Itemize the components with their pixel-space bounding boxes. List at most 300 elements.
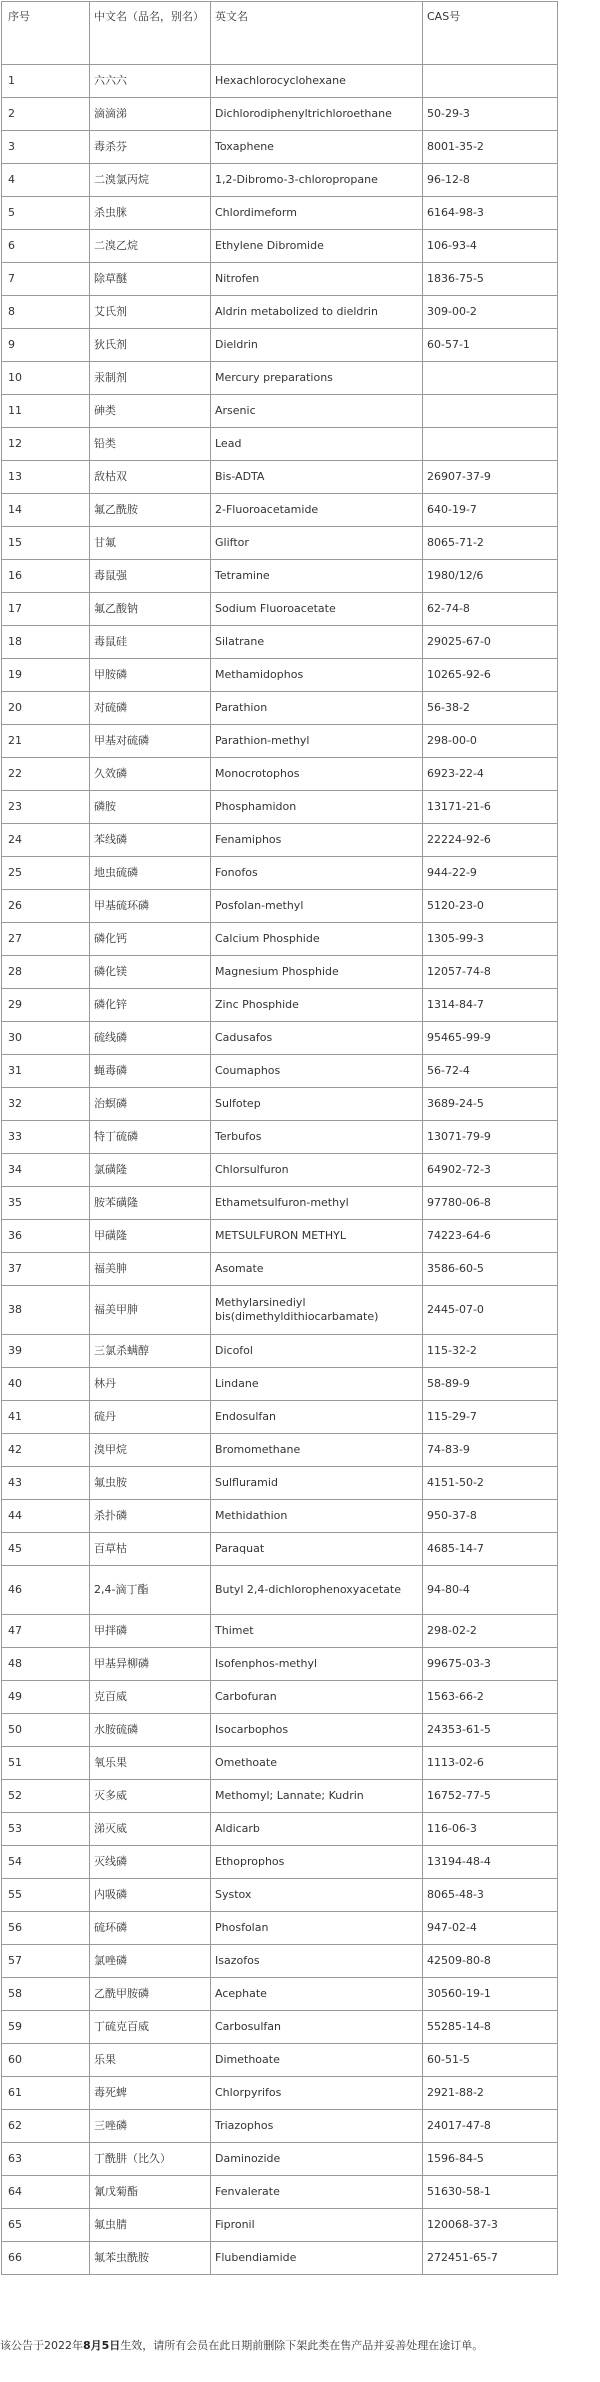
- cell-chinese-name: 甲拌磷: [90, 1615, 211, 1648]
- cell-chinese-name: 治螟磷: [90, 1088, 211, 1121]
- cell-index: 62: [2, 2110, 90, 2143]
- cell-chinese-name: 狄氏剂: [90, 329, 211, 362]
- cell-cas: 6164-98-3: [423, 197, 558, 230]
- table-row: [2, 2209, 558, 2242]
- cell-english-name: Omethoate: [211, 1747, 423, 1780]
- cell-index: 17: [2, 593, 90, 626]
- table-row: [2, 263, 558, 296]
- table-row: [2, 1615, 558, 1648]
- cell-index: 21: [2, 725, 90, 758]
- cell-chinese-name: 2,4-滴丁酯: [90, 1566, 211, 1615]
- cell-chinese-name: 二溴乙烷: [90, 230, 211, 263]
- cell-chinese-name: 硫线磷: [90, 1022, 211, 1055]
- cell-chinese-name: 氟乙酰胺: [90, 494, 211, 527]
- table-row: [2, 2242, 558, 2275]
- cell-index: 9: [2, 329, 90, 362]
- cell-english-name: Magnesium Phosphide: [211, 956, 423, 989]
- cell-chinese-name: 百草枯: [90, 1533, 211, 1566]
- cell-chinese-name: 乙酰甲胺磷: [90, 1978, 211, 2011]
- cell-cas: 94-80-4: [423, 1566, 558, 1615]
- cell-english-name: Isazofos: [211, 1945, 423, 1978]
- cell-index: 49: [2, 1681, 90, 1714]
- cell-cas: 298-02-2: [423, 1615, 558, 1648]
- cell-cas: 1305-99-3: [423, 923, 558, 956]
- cell-cas: 298-00-0: [423, 725, 558, 758]
- cell-chinese-name: 硫环磷: [90, 1912, 211, 1945]
- table-row: [2, 1467, 558, 1500]
- cell-chinese-name: 毒杀芬: [90, 131, 211, 164]
- cell-chinese-name: 内吸磷: [90, 1879, 211, 1912]
- cell-chinese-name: 毒鼠硅: [90, 626, 211, 659]
- cell-chinese-name: 甘氟: [90, 527, 211, 560]
- cell-index: 63: [2, 2143, 90, 2176]
- cell-cas: 62-74-8: [423, 593, 558, 626]
- cell-index: 26: [2, 890, 90, 923]
- cell-chinese-name: 甲胺磷: [90, 659, 211, 692]
- cell-cas: 24017-47-8: [423, 2110, 558, 2143]
- cell-english-name: Phosphamidon: [211, 791, 423, 824]
- cell-cas: [423, 65, 558, 98]
- cell-index: 25: [2, 857, 90, 890]
- cell-english-name: Ethametsulfuron-methyl: [211, 1187, 423, 1220]
- cell-index: 22: [2, 758, 90, 791]
- table-row: [2, 494, 558, 527]
- table-row: [2, 1879, 558, 1912]
- cell-chinese-name: 杀虫脒: [90, 197, 211, 230]
- cell-cas: 4151-50-2: [423, 1467, 558, 1500]
- cell-index: 53: [2, 1813, 90, 1846]
- cell-english-name: Arsenic: [211, 395, 423, 428]
- table-row: [2, 2143, 558, 2176]
- cell-cas: [423, 395, 558, 428]
- cell-english-name: Carbofuran: [211, 1681, 423, 1714]
- cell-index: 11: [2, 395, 90, 428]
- table-row: [2, 230, 558, 263]
- table-row: [2, 131, 558, 164]
- cell-index: 51: [2, 1747, 90, 1780]
- cell-english-name: Fenamiphos: [211, 824, 423, 857]
- cell-cas: 8001-35-2: [423, 131, 558, 164]
- cell-english-name: Zinc Phosphide: [211, 989, 423, 1022]
- cell-chinese-name: 氟乙酸钠: [90, 593, 211, 626]
- table-row: [2, 824, 558, 857]
- cell-english-name: Acephate: [211, 1978, 423, 2011]
- cell-chinese-name: 磷化镁: [90, 956, 211, 989]
- cell-chinese-name: 磷化钙: [90, 923, 211, 956]
- cell-cas: 1980/12/6: [423, 560, 558, 593]
- cell-index: 60: [2, 2044, 90, 2077]
- table-row: [2, 989, 558, 1022]
- header-cas: CAS号: [423, 2, 558, 65]
- cell-english-name: Ethoprophos: [211, 1846, 423, 1879]
- cell-index: 20: [2, 692, 90, 725]
- cell-cas: 8065-71-2: [423, 527, 558, 560]
- cell-cas: 24353-61-5: [423, 1714, 558, 1747]
- cell-index: 5: [2, 197, 90, 230]
- cell-cas: [423, 362, 558, 395]
- cell-chinese-name: 克百威: [90, 1681, 211, 1714]
- cell-chinese-name: 砷类: [90, 395, 211, 428]
- cell-english-name: Aldicarb: [211, 1813, 423, 1846]
- cell-cas: 60-57-1: [423, 329, 558, 362]
- cell-index: 6: [2, 230, 90, 263]
- cell-english-name: Systox: [211, 1879, 423, 1912]
- cell-index: 7: [2, 263, 90, 296]
- cell-chinese-name: 丁酰肼（比久）: [90, 2143, 211, 2176]
- cell-english-name: Sodium Fluoroacetate: [211, 593, 423, 626]
- table-row: [2, 923, 558, 956]
- cell-english-name: Triazophos: [211, 2110, 423, 2143]
- cell-chinese-name: 三唑磷: [90, 2110, 211, 2143]
- table-row: [2, 1220, 558, 1253]
- cell-chinese-name: 灭线磷: [90, 1846, 211, 1879]
- cell-chinese-name: 甲基硫环磷: [90, 890, 211, 923]
- cell-cas: 58-89-9: [423, 1368, 558, 1401]
- cell-index: 23: [2, 791, 90, 824]
- cell-english-name: Dicofol: [211, 1335, 423, 1368]
- cell-english-name: METSULFURON METHYL: [211, 1220, 423, 1253]
- cell-index: 34: [2, 1154, 90, 1187]
- cell-english-name: Coumaphos: [211, 1055, 423, 1088]
- cell-english-name: Asomate: [211, 1253, 423, 1286]
- cell-chinese-name: 毒死蜱: [90, 2077, 211, 2110]
- cell-chinese-name: 久效磷: [90, 758, 211, 791]
- cell-index: 28: [2, 956, 90, 989]
- table-row: [2, 1088, 558, 1121]
- cell-english-name: Methomyl; Lannate; Kudrin: [211, 1780, 423, 1813]
- table-row: [2, 1945, 558, 1978]
- cell-index: 64: [2, 2176, 90, 2209]
- cell-cas: 22224-92-6: [423, 824, 558, 857]
- cell-cas: 2921-88-2: [423, 2077, 558, 2110]
- cell-chinese-name: 滴滴涕: [90, 98, 211, 131]
- cell-chinese-name: 艾氏剂: [90, 296, 211, 329]
- cell-chinese-name: 乐果: [90, 2044, 211, 2077]
- table-row: [2, 1780, 558, 1813]
- cell-cas: 42509-80-8: [423, 1945, 558, 1978]
- cell-english-name: Sulfotep: [211, 1088, 423, 1121]
- cell-chinese-name: 对硫磷: [90, 692, 211, 725]
- table-row: [2, 1714, 558, 1747]
- cell-english-name: Sulfluramid: [211, 1467, 423, 1500]
- cell-chinese-name: 灭多威: [90, 1780, 211, 1813]
- table-row: [2, 362, 558, 395]
- cell-cas: 944-22-9: [423, 857, 558, 890]
- cell-index: 16: [2, 560, 90, 593]
- cell-english-name: Endosulfan: [211, 1401, 423, 1434]
- table-row: [2, 956, 558, 989]
- cell-cas: 30560-19-1: [423, 1978, 558, 2011]
- cell-english-name: Posfolan-methyl: [211, 890, 423, 923]
- cell-english-name: Dieldrin: [211, 329, 423, 362]
- table-row: [2, 1286, 558, 1335]
- cell-chinese-name: 氯磺隆: [90, 1154, 211, 1187]
- cell-english-name: Phosfolan: [211, 1912, 423, 1945]
- cell-index: 40: [2, 1368, 90, 1401]
- cell-chinese-name: 杀扑磷: [90, 1500, 211, 1533]
- cell-index: 48: [2, 1648, 90, 1681]
- cell-cas: 4685-14-7: [423, 1533, 558, 1566]
- cell-chinese-name: 溴甲烷: [90, 1434, 211, 1467]
- cell-cas: 55285-14-8: [423, 2011, 558, 2044]
- cell-english-name: Bis-ADTA: [211, 461, 423, 494]
- cell-index: 46: [2, 1566, 90, 1615]
- header-row: [2, 2, 558, 65]
- cell-english-name: Cadusafos: [211, 1022, 423, 1055]
- cell-cas: 13071-79-9: [423, 1121, 558, 1154]
- table-row: [2, 593, 558, 626]
- cell-index: 52: [2, 1780, 90, 1813]
- cell-chinese-name: 胺苯磺隆: [90, 1187, 211, 1220]
- cell-chinese-name: 除草醚: [90, 263, 211, 296]
- cell-index: 42: [2, 1434, 90, 1467]
- cell-index: 43: [2, 1467, 90, 1500]
- cell-english-name: Nitrofen: [211, 263, 423, 296]
- cell-chinese-name: 磷胺: [90, 791, 211, 824]
- cell-index: 50: [2, 1714, 90, 1747]
- cell-english-name: Isocarbophos: [211, 1714, 423, 1747]
- cell-chinese-name: 硫丹: [90, 1401, 211, 1434]
- cell-index: 37: [2, 1253, 90, 1286]
- table-row: [2, 1154, 558, 1187]
- cell-chinese-name: 氟苯虫酰胺: [90, 2242, 211, 2275]
- cell-english-name: Thimet: [211, 1615, 423, 1648]
- cell-english-name: Chlorpyrifos: [211, 2077, 423, 2110]
- cell-index: 1: [2, 65, 90, 98]
- cell-chinese-name: 福美甲胂: [90, 1286, 211, 1335]
- cell-cas: 99675-03-3: [423, 1648, 558, 1681]
- cell-index: 65: [2, 2209, 90, 2242]
- header-index: 序号: [2, 2, 90, 65]
- cell-index: 10: [2, 362, 90, 395]
- cell-index: 36: [2, 1220, 90, 1253]
- cell-index: 57: [2, 1945, 90, 1978]
- cell-chinese-name: 涕灭威: [90, 1813, 211, 1846]
- table-row: [2, 1566, 558, 1615]
- cell-cas: 950-37-8: [423, 1500, 558, 1533]
- cell-english-name: Parathion: [211, 692, 423, 725]
- cell-english-name: Dichlorodiphenyltrichloroethane: [211, 98, 423, 131]
- cell-english-name: 1,2-Dibromo-3-chloropropane: [211, 164, 423, 197]
- table-row: [2, 2011, 558, 2044]
- table-row: [2, 2077, 558, 2110]
- cell-cas: 8065-48-3: [423, 1879, 558, 1912]
- cell-cas: 95465-99-9: [423, 1022, 558, 1055]
- cell-english-name: Aldrin metabolized to dieldrin: [211, 296, 423, 329]
- cell-english-name: Carbosulfan: [211, 2011, 423, 2044]
- cell-cas: 1113-02-6: [423, 1747, 558, 1780]
- cell-index: 24: [2, 824, 90, 857]
- table-row: [2, 626, 558, 659]
- table-row: [2, 791, 558, 824]
- table-row: [2, 1022, 558, 1055]
- table-row: [2, 1368, 558, 1401]
- cell-index: 30: [2, 1022, 90, 1055]
- table-row: [2, 1253, 558, 1286]
- cell-cas: 74223-64-6: [423, 1220, 558, 1253]
- table-row: [2, 2044, 558, 2077]
- cell-english-name: Flubendiamide: [211, 2242, 423, 2275]
- cell-chinese-name: 毒鼠强: [90, 560, 211, 593]
- table-row: [2, 692, 558, 725]
- cell-chinese-name: 氟虫胺: [90, 1467, 211, 1500]
- cell-english-name: Toxaphene: [211, 131, 423, 164]
- notice-suffix: 生效，请所有会员在此日期前删除下架此类在售产品并妥善处理在途订单。: [120, 2339, 484, 2352]
- cell-chinese-name: 苯线磷: [90, 824, 211, 857]
- table-row: [2, 329, 558, 362]
- table-row: [2, 65, 558, 98]
- cell-cas: 1596-84-5: [423, 2143, 558, 2176]
- table-body: [2, 65, 558, 2275]
- cell-english-name: Daminozide: [211, 2143, 423, 2176]
- table-row: [2, 1121, 558, 1154]
- table-row: [2, 1533, 558, 1566]
- cell-index: 59: [2, 2011, 90, 2044]
- cell-english-name: Methylarsinediyl bis(dimethyldithiocarbamate): [211, 1286, 423, 1335]
- cell-cas: 12057-74-8: [423, 956, 558, 989]
- table-row: [2, 1648, 558, 1681]
- cell-index: 14: [2, 494, 90, 527]
- cell-english-name: Methidathion: [211, 1500, 423, 1533]
- cell-cas: [423, 428, 558, 461]
- table-row: [2, 164, 558, 197]
- table-row: [2, 1813, 558, 1846]
- cell-index: 54: [2, 1846, 90, 1879]
- table-row: [2, 2176, 558, 2209]
- header-english-name: 英文名: [211, 2, 423, 65]
- cell-cas: 115-29-7: [423, 1401, 558, 1434]
- table-row: [2, 725, 558, 758]
- cell-index: 33: [2, 1121, 90, 1154]
- cell-chinese-name: 地虫硫磷: [90, 857, 211, 890]
- table-row: [2, 296, 558, 329]
- cell-chinese-name: 氯唑磷: [90, 1945, 211, 1978]
- cell-index: 56: [2, 1912, 90, 1945]
- table-row: [2, 461, 558, 494]
- table-row: [2, 1978, 558, 2011]
- cell-index: 3: [2, 131, 90, 164]
- cell-cas: 272451-65-7: [423, 2242, 558, 2275]
- cell-chinese-name: 敌枯双: [90, 461, 211, 494]
- cell-chinese-name: 丁硫克百威: [90, 2011, 211, 2044]
- cell-index: 38: [2, 1286, 90, 1335]
- cell-english-name: Tetramine: [211, 560, 423, 593]
- cell-index: 32: [2, 1088, 90, 1121]
- cell-index: 13: [2, 461, 90, 494]
- cell-index: 41: [2, 1401, 90, 1434]
- cell-cas: 6923-22-4: [423, 758, 558, 791]
- cell-cas: 640-19-7: [423, 494, 558, 527]
- cell-cas: 3689-24-5: [423, 1088, 558, 1121]
- cell-cas: 120068-37-3: [423, 2209, 558, 2242]
- effective-date-notice: [0, 2337, 600, 2353]
- cell-english-name: Methamidophos: [211, 659, 423, 692]
- cell-chinese-name: 特丁硫磷: [90, 1121, 211, 1154]
- cell-english-name: Hexachlorocyclohexane: [211, 65, 423, 98]
- table-row: [2, 1055, 558, 1088]
- table-row: [2, 659, 558, 692]
- cell-chinese-name: 林丹: [90, 1368, 211, 1401]
- cell-english-name: Monocrotophos: [211, 758, 423, 791]
- cell-cas: 115-32-2: [423, 1335, 558, 1368]
- cell-english-name: Mercury preparations: [211, 362, 423, 395]
- table-row: [2, 758, 558, 791]
- cell-english-name: Fipronil: [211, 2209, 423, 2242]
- table-row: [2, 890, 558, 923]
- table-row: [2, 98, 558, 131]
- cell-english-name: Paraquat: [211, 1533, 423, 1566]
- cell-cas: 51630-58-1: [423, 2176, 558, 2209]
- cell-index: 44: [2, 1500, 90, 1533]
- cell-index: 66: [2, 2242, 90, 2275]
- cell-chinese-name: 磷化锌: [90, 989, 211, 1022]
- table-row: [2, 1187, 558, 1220]
- cell-chinese-name: 汞制剂: [90, 362, 211, 395]
- table-row: [2, 527, 558, 560]
- table-row: [2, 560, 558, 593]
- cell-index: 19: [2, 659, 90, 692]
- cell-cas: 16752-77-5: [423, 1780, 558, 1813]
- cell-english-name: Silatrane: [211, 626, 423, 659]
- cell-chinese-name: 三氯杀螨醇: [90, 1335, 211, 1368]
- cell-english-name: Isofenphos-methyl: [211, 1648, 423, 1681]
- table-row: [2, 1681, 558, 1714]
- cell-index: 45: [2, 1533, 90, 1566]
- cell-index: 39: [2, 1335, 90, 1368]
- cell-english-name: Lead: [211, 428, 423, 461]
- cell-cas: 96-12-8: [423, 164, 558, 197]
- cell-cas: 2445-07-0: [423, 1286, 558, 1335]
- cell-index: 12: [2, 428, 90, 461]
- cell-cas: 3586-60-5: [423, 1253, 558, 1286]
- cell-index: 61: [2, 2077, 90, 2110]
- table-row: [2, 857, 558, 890]
- table-row: [2, 2110, 558, 2143]
- cell-cas: 116-06-3: [423, 1813, 558, 1846]
- cell-chinese-name: 二溴氯丙烷: [90, 164, 211, 197]
- cell-cas: 56-38-2: [423, 692, 558, 725]
- cell-cas: 60-51-5: [423, 2044, 558, 2077]
- cell-cas: 5120-23-0: [423, 890, 558, 923]
- cell-cas: 947-02-4: [423, 1912, 558, 1945]
- cell-index: 27: [2, 923, 90, 956]
- cell-english-name: Bromomethane: [211, 1434, 423, 1467]
- cell-index: 31: [2, 1055, 90, 1088]
- cell-english-name: Chlordimeform: [211, 197, 423, 230]
- cell-chinese-name: 六六六: [90, 65, 211, 98]
- header-chinese-name: 中文名（品名，别名）: [90, 2, 211, 65]
- cell-chinese-name: 甲基异柳磷: [90, 1648, 211, 1681]
- cell-chinese-name: 水胺硫磷: [90, 1714, 211, 1747]
- banned-pesticides-table: [1, 1, 558, 2275]
- cell-cas: 97780-06-8: [423, 1187, 558, 1220]
- cell-index: 4: [2, 164, 90, 197]
- cell-chinese-name: 氧乐果: [90, 1747, 211, 1780]
- cell-cas: 26907-37-9: [423, 461, 558, 494]
- notice-date: 8月5日: [83, 2339, 121, 2352]
- cell-chinese-name: 氰戊菊酯: [90, 2176, 211, 2209]
- cell-cas: 10265-92-6: [423, 659, 558, 692]
- cell-english-name: Lindane: [211, 1368, 423, 1401]
- cell-chinese-name: 铅类: [90, 428, 211, 461]
- cell-index: 8: [2, 296, 90, 329]
- cell-index: 29: [2, 989, 90, 1022]
- cell-index: 15: [2, 527, 90, 560]
- cell-cas: 13194-48-4: [423, 1846, 558, 1879]
- cell-index: 58: [2, 1978, 90, 2011]
- cell-index: 35: [2, 1187, 90, 1220]
- cell-chinese-name: 氟虫腈: [90, 2209, 211, 2242]
